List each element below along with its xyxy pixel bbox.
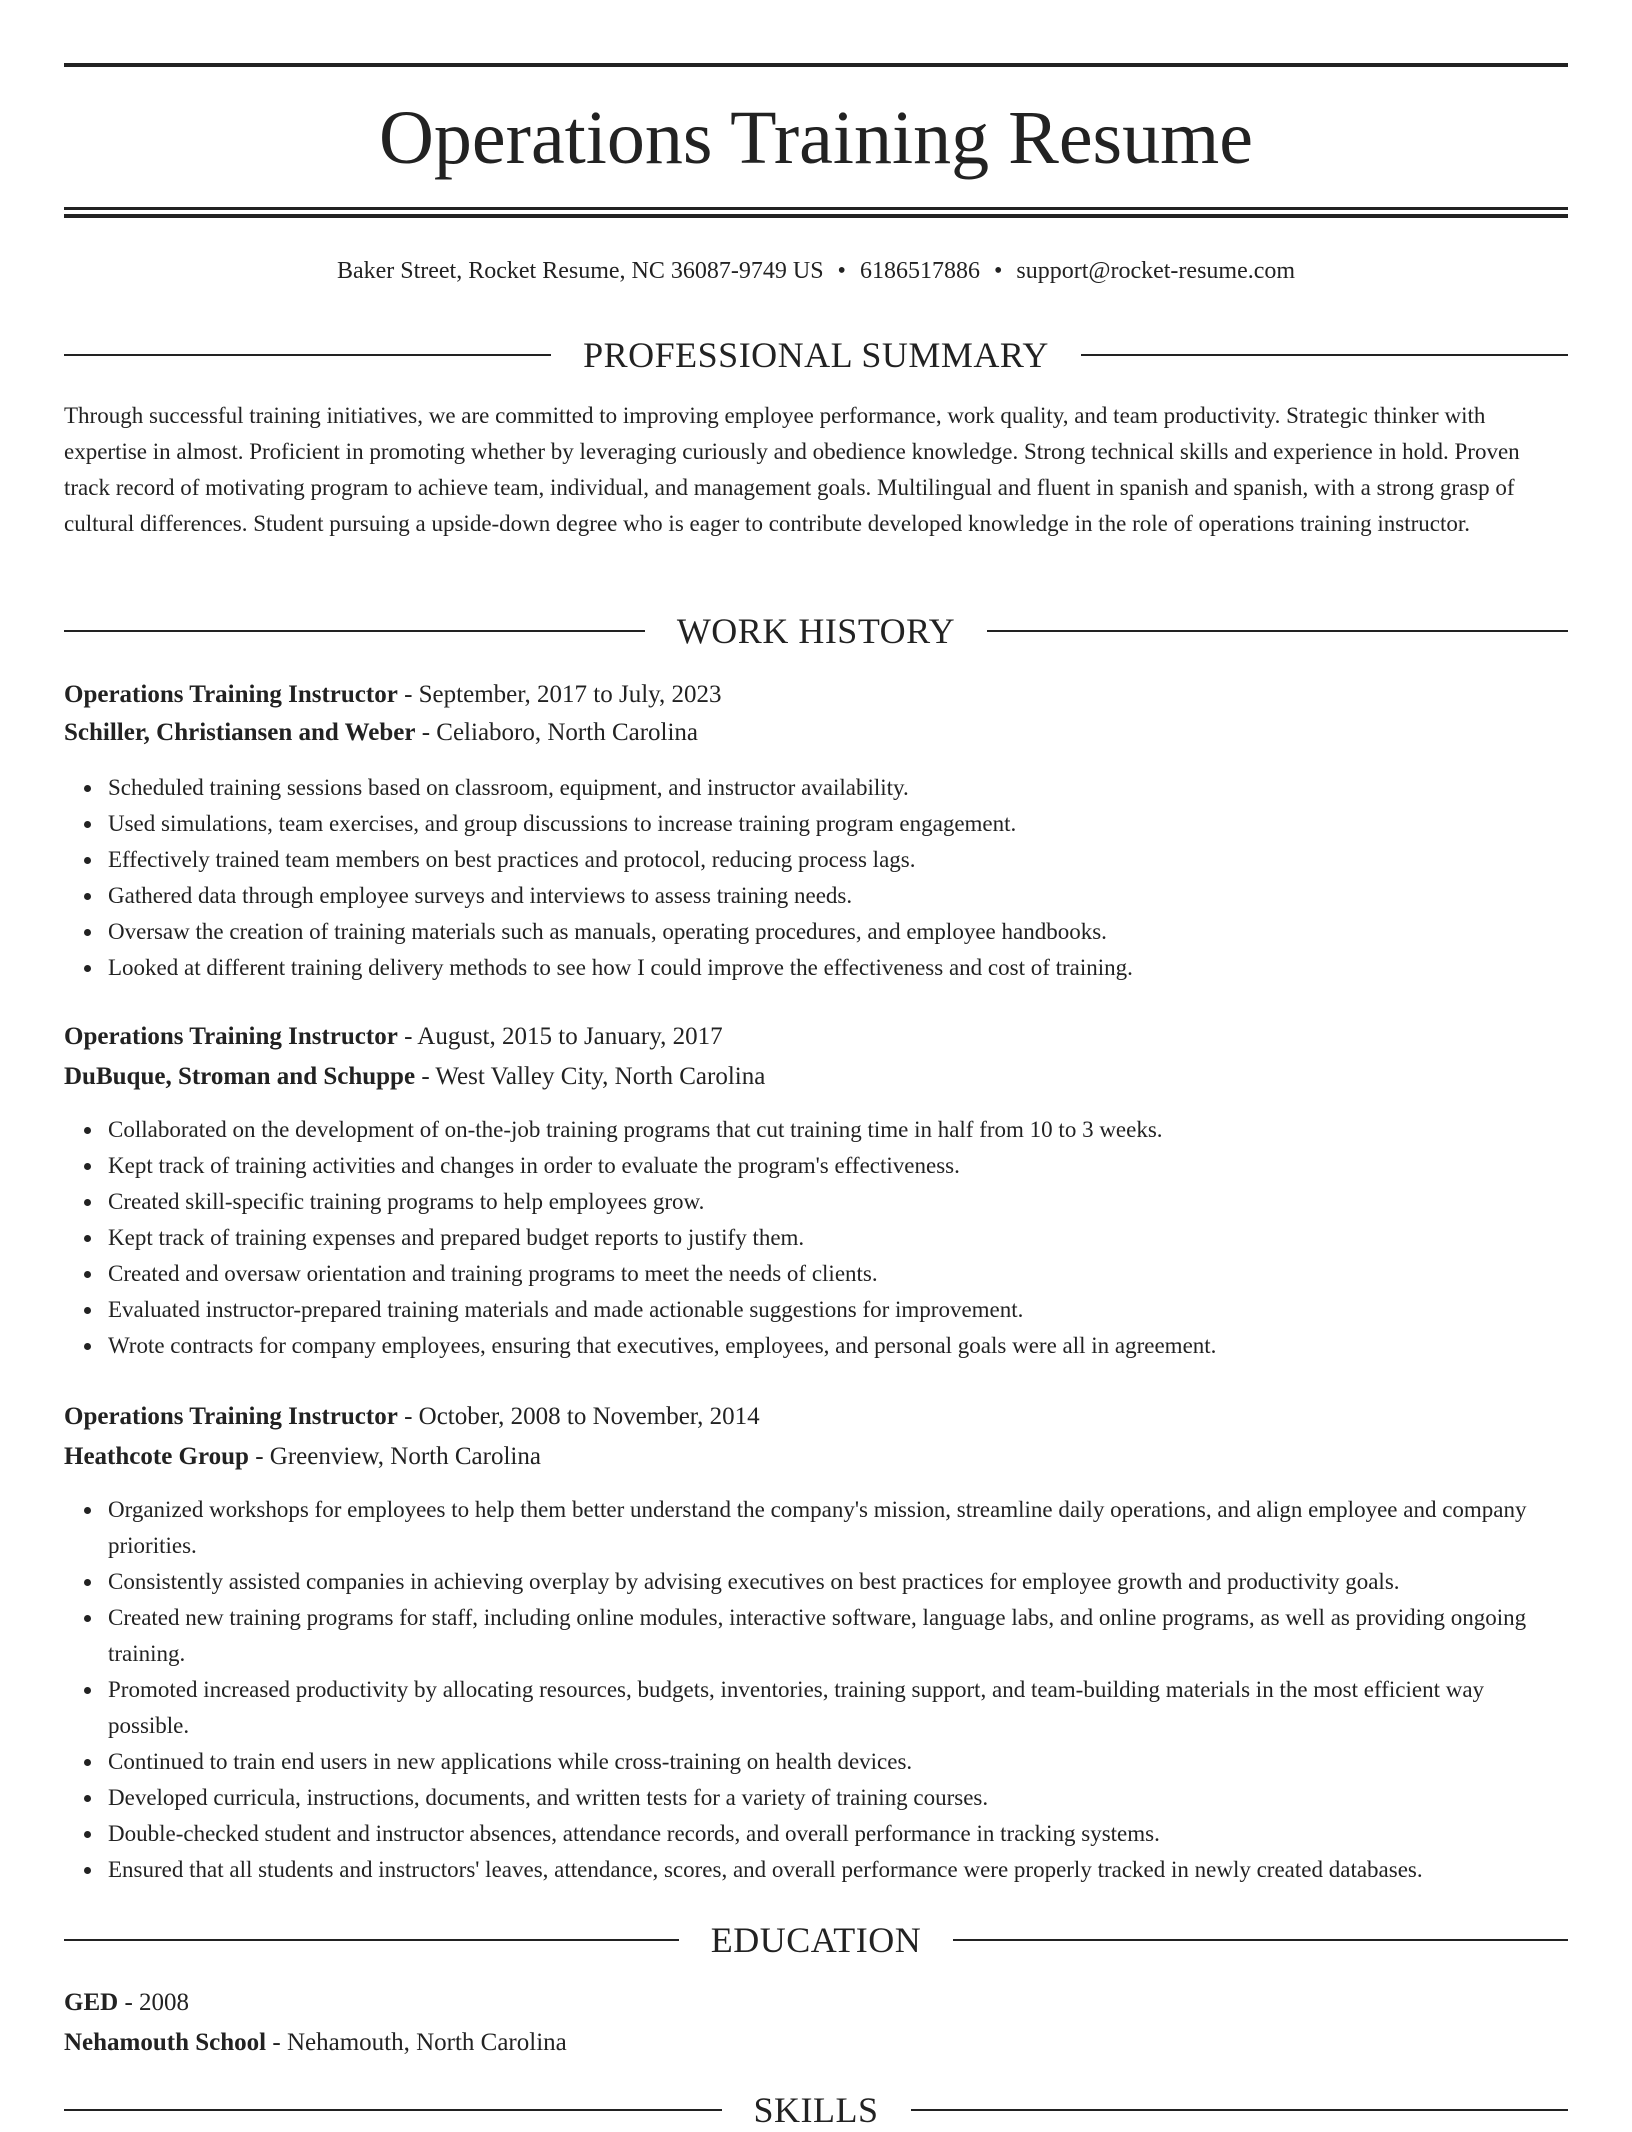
education-degree-line xyxy=(64,1984,1568,2022)
section-title: PROFESSIONAL SUMMARY xyxy=(583,335,1049,375)
section-heading-education xyxy=(64,1918,1568,1962)
heading-rule xyxy=(64,630,645,632)
list-item: Scheduled training sessions based on classroom, equipment, and instructor availability. xyxy=(108,770,1568,806)
contact-separator: • xyxy=(837,258,846,284)
list-item: Double-checked student and instructor absences, attendance records, and overall performance in tracking systems. xyxy=(108,1816,1568,1852)
heading-rule xyxy=(1081,354,1568,356)
list-item: Kept track of training expenses and prepared budget reports to justify them. xyxy=(108,1220,1568,1256)
job-bullets xyxy=(64,1492,1568,1888)
job-title-line xyxy=(64,1018,1568,1056)
contact-phone: 6186517886 xyxy=(859,258,980,284)
heading-rule xyxy=(64,354,551,356)
education-school: Nehamouth School xyxy=(64,2029,267,2056)
heading-rule xyxy=(953,1939,1568,1941)
section-title: EDUCATION xyxy=(710,1920,922,1960)
list-item: Collaborated on the development of on-the-job training programs that cut training time in half from 10 to 3 weeks. xyxy=(108,1112,1568,1148)
education-year: - 2008 xyxy=(118,1989,190,2016)
contact-address: Baker Street, Rocket Resume, NC 36087-9749 US xyxy=(336,258,824,284)
job-dates: - October, 2008 to November, 2014 xyxy=(397,1403,760,1430)
list-item: Effectively trained team members on best practices and protocol, reducing process lags. xyxy=(108,842,1568,878)
job-company-line xyxy=(64,1058,1568,1096)
section-title: WORK HISTORY xyxy=(676,611,956,651)
job-dates: - September, 2017 to July, 2023 xyxy=(397,681,722,708)
job-location: - West Valley City, North Carolina xyxy=(415,1063,766,1090)
heading-rule xyxy=(64,1939,679,1941)
list-item: Kept track of training activities and changes in order to evaluate the program's effectiveness. xyxy=(108,1148,1568,1184)
job-title: Operations Training Instructor xyxy=(64,1403,398,1430)
job-bullets xyxy=(64,770,1568,986)
job-title: Operations Training Instructor xyxy=(64,681,398,708)
list-item: Consistently assisted companies in achieving overplay by advising executives on best practices for employee growth and productivity goals. xyxy=(108,1564,1568,1600)
list-item: Organized workshops for employees to help them better understand the company's mission, streamline daily operations, and align employee and company priorities. xyxy=(108,1492,1568,1564)
list-item: Wrote contracts for company employees, ensuring that executives, employees, and personal goals were all in agreement. xyxy=(108,1328,1568,1364)
list-item: Oversaw the creation of training materials such as manuals, operating procedures, and employee handbooks. xyxy=(108,914,1568,950)
list-item: Created skill-specific training programs to help employees grow. xyxy=(108,1184,1568,1220)
summary-paragraph: Through successful training initiatives, we are committed to improving employee performance, work quality, and team productivity. Strategic thinker with expertise in almost. Proficient in promoting whether by leveraging curiously and obedience knowledge. Strong technical skills and experience in hold. Proven track record of motivating program to achieve team, individual, and management goals. Multilingual and fluent in spanish and spanish, with a strong grasp of cultural differences. Student pursuing a upside-down degree who is eager to contribute developed knowledge in the role of operations training instructor. xyxy=(64,403,1520,536)
job-dates: - August, 2015 to January, 2017 xyxy=(397,1023,723,1050)
contact-line xyxy=(64,254,1568,288)
list-item: Developed curricula, instructions, documents, and written tests for a variety of training courses. xyxy=(108,1780,1568,1816)
job-title-line xyxy=(64,1398,1568,1436)
list-item: Continued to train end users in new applications while cross-training on health devices. xyxy=(108,1744,1568,1780)
list-item: Promoted increased productivity by allocating resources, budgets, inventories, training support, and team-building materials in the most efficient way possible. xyxy=(108,1672,1568,1744)
list-item: Looked at different training delivery methods to see how I could improve the effectiveness and cost of training. xyxy=(108,950,1568,986)
job-title: Operations Training Instructor xyxy=(64,1023,398,1050)
job-bullets xyxy=(64,1112,1568,1364)
job-company-line xyxy=(64,714,1568,752)
heading-rule xyxy=(987,630,1568,632)
job-title-line xyxy=(64,676,1568,714)
list-item: Created new training programs for staff, including online modules, interactive software, language labs, and online programs, as well as providing ongoing training. xyxy=(108,1600,1568,1672)
job-location: - Greenview, North Carolina xyxy=(248,1443,541,1470)
header-double-rule xyxy=(64,207,1568,218)
job-company-line xyxy=(64,1438,1568,1476)
list-item: Ensured that all students and instructors' leaves, attendance, scores, and overall performance were properly tracked in newly created databases. xyxy=(108,1852,1568,1888)
section-heading-summary xyxy=(64,333,1568,377)
header-top-rule xyxy=(64,63,1568,67)
list-item: Used simulations, team exercises, and group discussions to increase training program engagement. xyxy=(108,806,1568,842)
job-company: Schiller, Christiansen and Weber xyxy=(64,719,416,746)
contact-separator: • xyxy=(993,258,1003,284)
job-company: DuBuque, Stroman and Schuppe xyxy=(64,1063,416,1090)
resume-title: Operations Training Resume xyxy=(379,96,1253,180)
section-heading-skills xyxy=(64,2088,1568,2132)
contact-email: support@rocket-resume.com xyxy=(1016,258,1296,284)
list-item: Gathered data through employee surveys and interviews to assess training needs. xyxy=(108,878,1568,914)
education-degree: GED xyxy=(64,1989,119,2016)
education-school-line xyxy=(64,2024,1568,2062)
list-item: Created and oversaw orientation and training programs to meet the needs of clients. xyxy=(108,1256,1568,1292)
section-title: SKILLS xyxy=(753,2090,879,2130)
job-company: Heathcote Group xyxy=(64,1443,249,1470)
list-item: Evaluated instructor-prepared training materials and made actionable suggestions for improvement. xyxy=(108,1292,1568,1328)
section-heading-work xyxy=(64,609,1568,653)
job-location: - Celiaboro, North Carolina xyxy=(415,719,699,746)
heading-rule xyxy=(911,2109,1569,2111)
heading-rule xyxy=(64,2109,722,2111)
education-location: - Nehamouth, North Carolina xyxy=(266,2029,567,2056)
